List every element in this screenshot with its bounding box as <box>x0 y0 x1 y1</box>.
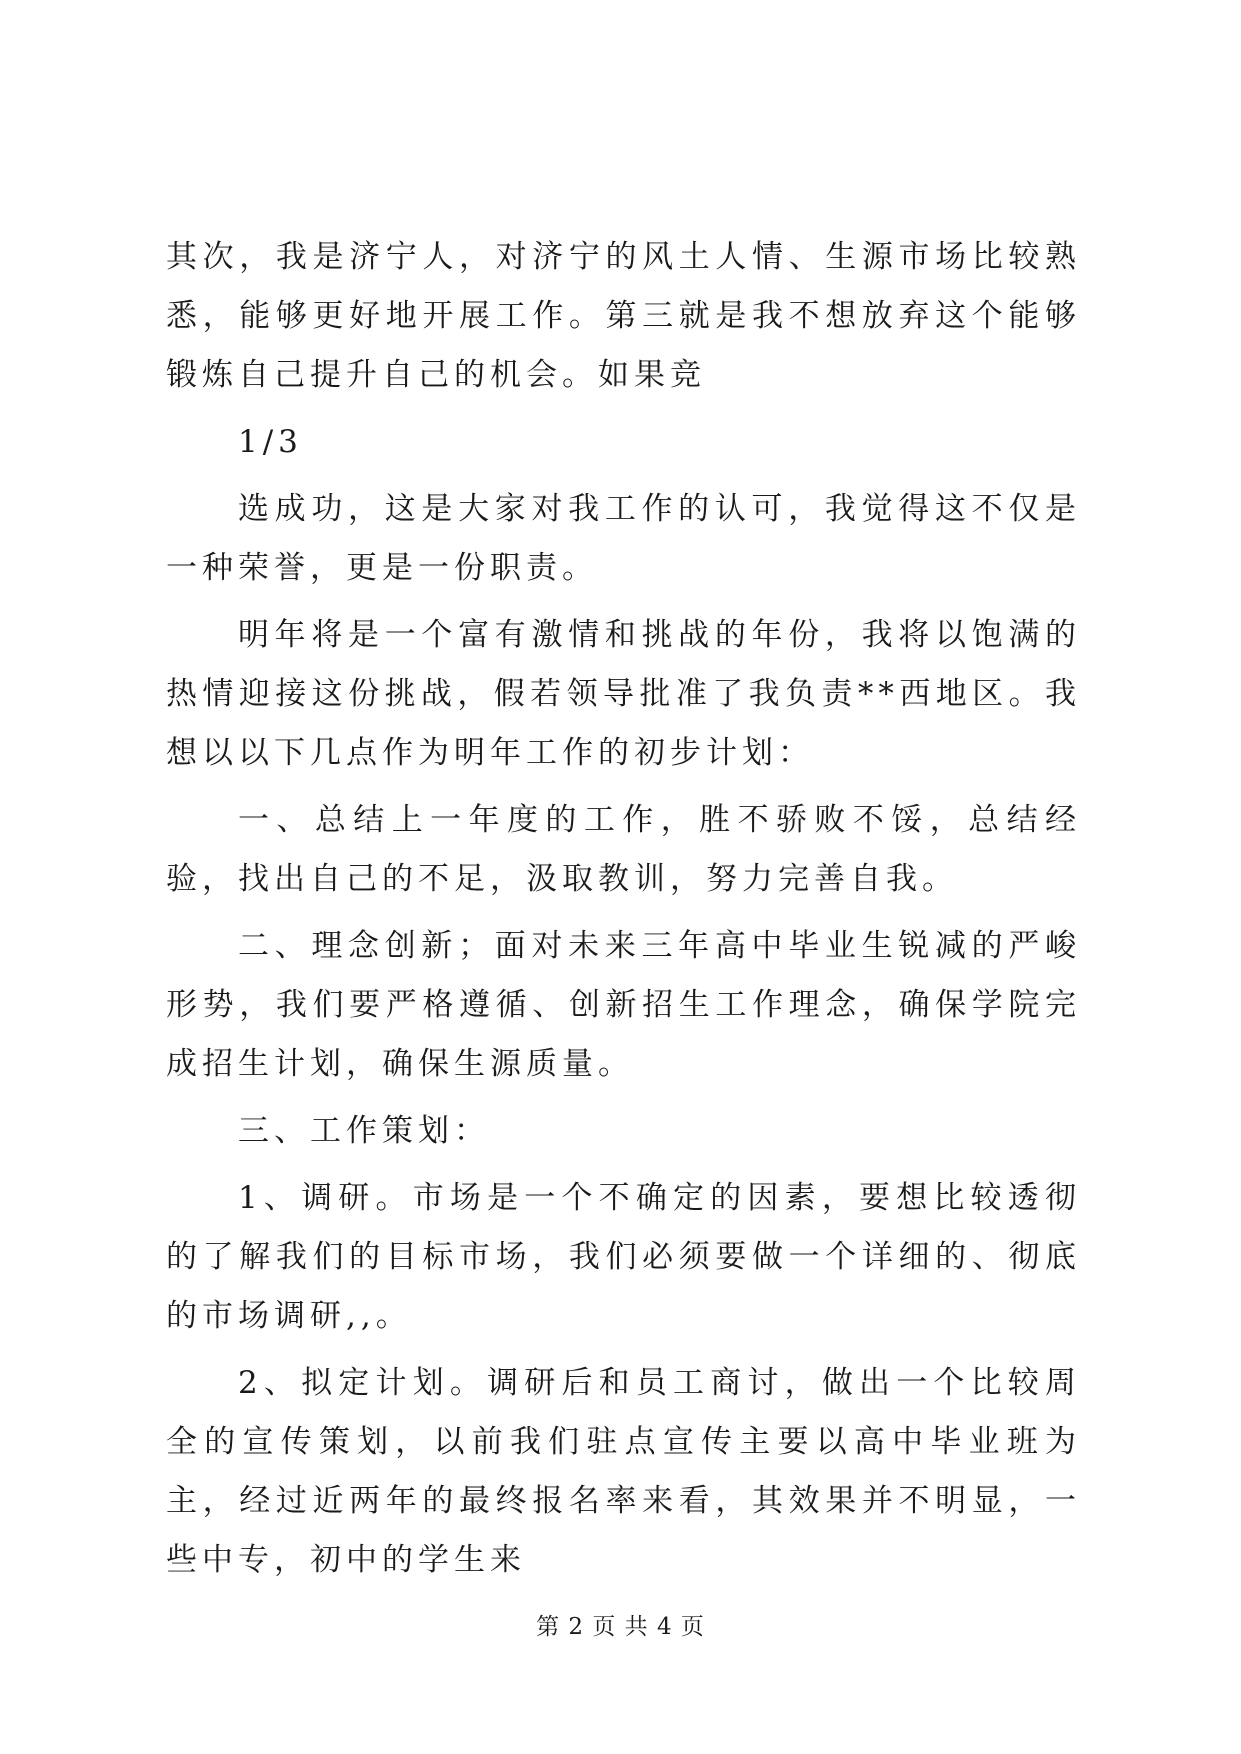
page-footer <box>0 1608 1241 1641</box>
paragraph-page-fraction: 1/3 <box>238 424 303 460</box>
paragraph-6: 三、工作策划： <box>238 1113 490 1149</box>
document-body <box>166 228 1081 1598</box>
paragraph-7: 1、调研。市场是一个不确定的因素，要想比较透彻的了解我们的目标市场，我们必须要做一个详细的、彻底的市场调研,,。 <box>166 1180 1081 1334</box>
paragraph-8: 2、拟定计划。调研后和员工商讨，做出一个比较周全的宣传策划，以前我们驻点宣传主要以高中毕业班为主，经过近两年的最终报名率来看，其效果并不明显，一些中专，初中的学生来 <box>166 1365 1081 1578</box>
paragraph-3: 明年将是一个富有激情和挑战的年份，我将以饱满的热情迎接这份挑战，假若领导批准了我负责**西地区。我想以以下几点作为明年工作的初步计划： <box>166 617 1081 771</box>
paragraph-5: 二、理念创新；面对未来三年高中毕业生锐减的严峻形势，我们要严格遵循、创新招生工作理念，确保学院完成招生计划，确保生源质量。 <box>166 928 1081 1082</box>
paragraph-1: 其次，我是济宁人，对济宁的风土人情、生源市场比较熟悉，能够更好地开展工作。第三就是我不想放弃这个能够锻炼自己提升自己的机会。如果竞 <box>166 239 1081 393</box>
page-number-label: 第 2 页 共 4 页 <box>536 1614 705 1640</box>
paragraph-2: 选成功，这是大家对我工作的认可，我觉得这不仅是一种荣誉，更是一份职责。 <box>166 491 1081 586</box>
paragraph-4: 一、总结上一年度的工作，胜不骄败不馁，总结经验，找出自己的不足，汲取教训，努力完善自我。 <box>166 802 1081 897</box>
